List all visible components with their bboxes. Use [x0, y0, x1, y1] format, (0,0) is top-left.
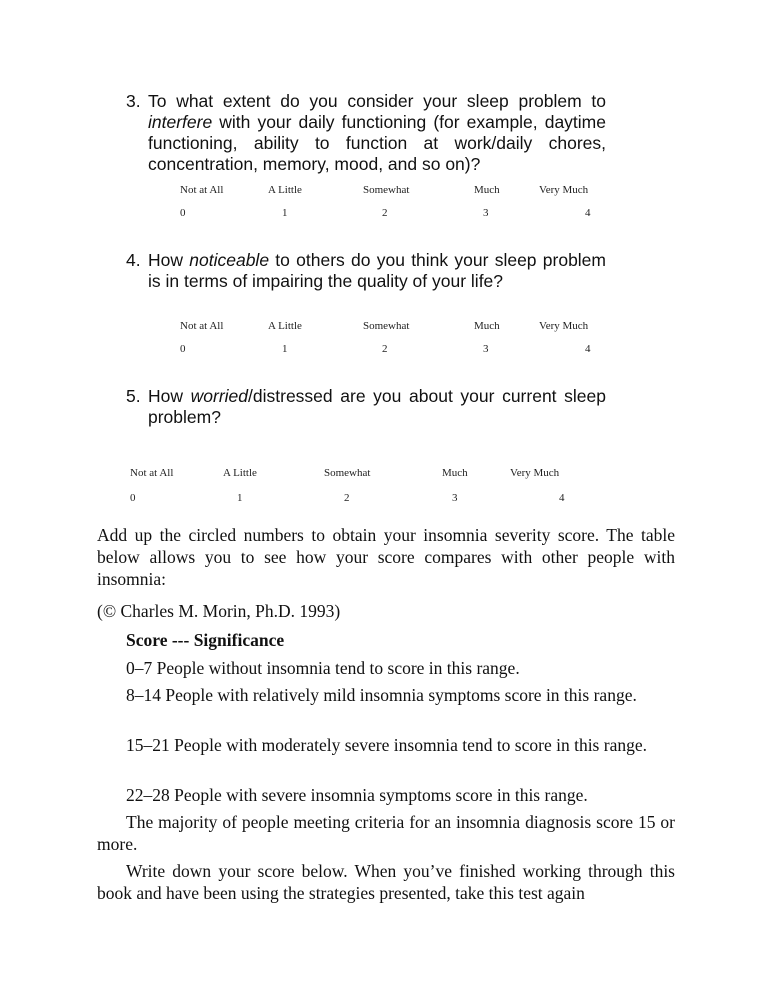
score-range-row: 15–21 People with moderately severe insomnia tend to score in this range. — [126, 735, 647, 755]
score-range-row: 8–14 People with relatively mild insomnia symptoms score in this range. — [126, 685, 637, 705]
scale-label: Very Much — [510, 467, 560, 479]
scale-label: Not at All — [180, 320, 224, 332]
question-5 — [126, 386, 606, 428]
scale-value: 1 — [282, 343, 288, 355]
scale-value: 3 — [452, 492, 458, 504]
scoring-instructions: Add up the circled numbers to obtain your insomnia severity score. The table below allows you to see how your score compares with other people with insomnia: — [97, 525, 675, 589]
score-table-heading: Score --- Significance — [126, 630, 285, 650]
question-text-part: to others do you think your sleep problem is in terms of impairing the quality of your life? — [148, 250, 606, 291]
question-text — [148, 250, 606, 292]
question-text-part: /distressed are you about your current sleep problem? — [148, 386, 606, 427]
question-text-part: How — [148, 250, 190, 270]
diagnosis-threshold-note: The majority of people meeting criteria for an insomnia diagnosis score 15 or more. — [97, 812, 675, 854]
scale-label: Much — [474, 184, 500, 196]
scale-label: Very Much — [539, 184, 589, 196]
scale-value: 0 — [130, 492, 136, 504]
question-3 — [126, 91, 606, 175]
question-text-part: with your daily functioning (for example, daytime functioning, ability to function at work/daily chores, concentration, memory, mood, and so on)? — [148, 112, 606, 174]
question-emphasis: worried — [190, 386, 249, 406]
scale-label: Not at All — [130, 467, 174, 479]
scale-value: 3 — [483, 343, 489, 355]
scale-label: Somewhat — [363, 320, 410, 332]
rating-scale-q4 — [180, 320, 600, 360]
question-number: 3. — [126, 91, 141, 111]
scale-label: A Little — [268, 320, 302, 332]
question-number: 4. — [126, 250, 141, 270]
question-text-part: To what extent do you consider your sleep problem to — [148, 91, 606, 111]
scale-value: 3 — [483, 207, 489, 219]
scale-value: 1 — [282, 207, 288, 219]
retest-instructions: Write down your score below. When you’ve finished working through this book and have been using the strategies presented, take this test again — [97, 861, 675, 903]
question-text-part: How — [148, 386, 191, 406]
scale-value: 4 — [585, 343, 591, 355]
rating-scale-q5 — [130, 467, 580, 507]
scale-value: 4 — [559, 492, 565, 504]
scale-label: Much — [474, 320, 500, 332]
question-emphasis: interfere — [148, 112, 213, 132]
scale-label: A Little — [223, 467, 257, 479]
question-emphasis: noticeable — [189, 250, 270, 270]
rating-scale-q3 — [180, 184, 600, 224]
scale-value: 2 — [344, 492, 350, 504]
scale-value: 4 — [585, 207, 591, 219]
scale-label: Not at All — [180, 184, 224, 196]
scale-value: 0 — [180, 207, 186, 219]
scale-value: 2 — [382, 343, 388, 355]
score-range-row: 22–28 People with severe insomnia symptoms score in this range. — [126, 785, 588, 805]
scale-label: Somewhat — [363, 184, 410, 196]
scale-label: Much — [442, 467, 468, 479]
scale-label: Somewhat — [324, 467, 371, 479]
score-range-row: 0–7 People without insomnia tend to score in this range. — [126, 658, 520, 678]
question-text — [148, 386, 606, 428]
question-4 — [126, 250, 606, 292]
scale-label: Very Much — [539, 320, 589, 332]
copyright-notice: (© Charles M. Morin, Ph.D. 1993) — [97, 601, 341, 621]
question-number: 5. — [126, 386, 141, 406]
scale-value: 1 — [237, 492, 243, 504]
scale-label: A Little — [268, 184, 302, 196]
scale-value: 2 — [382, 207, 388, 219]
scale-value: 0 — [180, 343, 186, 355]
question-text — [148, 91, 606, 175]
